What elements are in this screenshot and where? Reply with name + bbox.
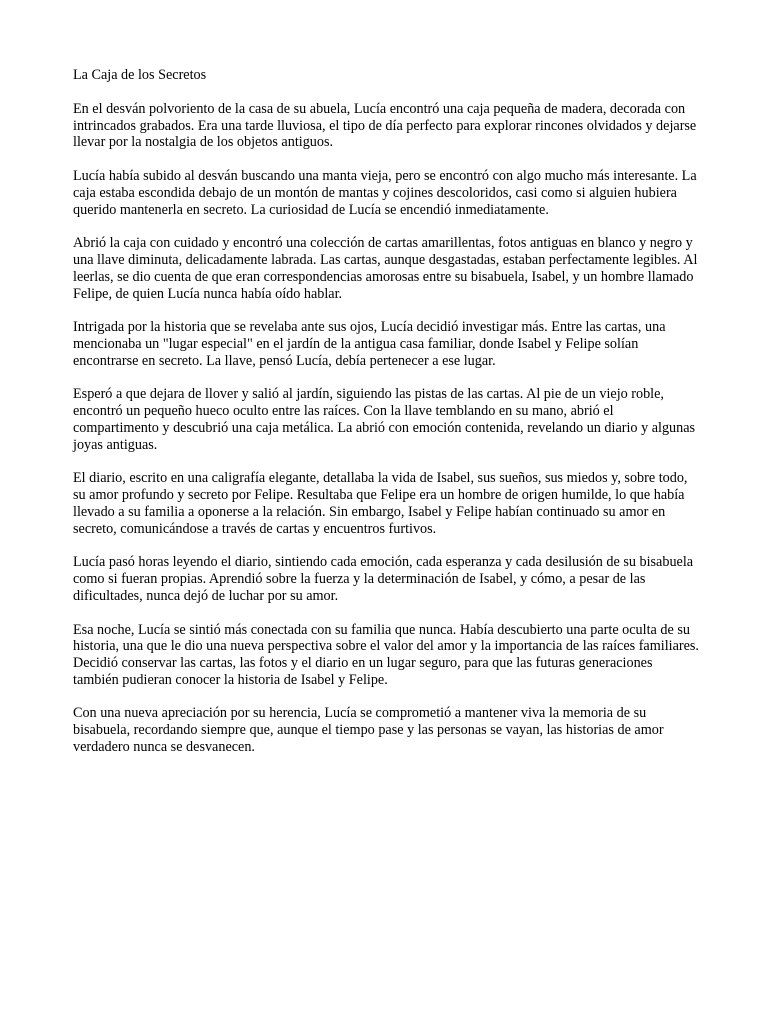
document-page bbox=[73, 67, 701, 773]
paragraph-2: Lucía había subido al desván buscando una manta vieja, pero se encontró con algo mucho más interesante. La caja estaba escondida debajo de un montón de mantas y cojines descoloridos, casi como si alguien hubiera querido mantenerla en secreto. La curiosidad de Lucía se encendió inmediatamente. bbox=[73, 167, 697, 218]
paragraph-4: Intrigada por la historia que se revelaba ante sus ojos, Lucía decidió investigar más. Entre las cartas, una mencionaba un "lugar especial" en el jardín de la antigua casa familiar, donde Isabel y Felipe solían encontrarse en secreto. La llave, pensó Lucía, debía pertenecer a ese lugar. bbox=[73, 319, 666, 369]
paragraph-5: Esperó a que dejara de llover y salió al jardín, siguiendo las pistas de las cartas. Al pie de un viejo roble, encontró un pequeño hueco oculto entre las raíces. Con la llave temblando en su mano, abrió el compartimento y descubrió una caja metálica. La abrió con emoción contenida, revelando un diario y algunas joyas antiguas. bbox=[73, 386, 696, 453]
paragraph-8: Esa noche, Lucía se sintió más conectada con su familia que nunca. Había descubierto una parte oculta de su historia, una que le dio una nueva perspectiva sobre el valor del amor y la importancia de las raíces familiares. Decidió conservar las cartas, las fotos y el diario en un lugar seguro, para que las futuras generaciones también pudieran conocer la historia de Isabel y Felipe. bbox=[73, 621, 699, 688]
paragraph-1: En el desván polvoriento de la casa de su abuela, Lucía encontró una caja pequeña de madera, decorada con intrincados grabados. Era una tarde lluviosa, el tipo de día perfecto para explorar rincones olvidados y dejarse llevar por la nostalgia de los objetos antiguos. bbox=[73, 100, 697, 151]
paragraph-6: El diario, escrito en una caligrafía elegante, detallaba la vida de Isabel, sus sueños, sus miedos y, sobre todo, su amor profundo y secreto por Felipe. Resultaba que Felipe era un hombre de origen humilde, lo que había llevado a su familia a oponerse a la relación. Sin embargo, Isabel y Felipe habían continuado su amor en secreto, comunicándose a través de cartas y encuentros furtivos. bbox=[73, 470, 688, 537]
paragraph-7: Lucía pasó horas leyendo el diario, sintiendo cada emoción, cada esperanza y cada desilusión de su bisabuela como si fueran propias. Aprendió sobre la fuerza y la determinación de Isabel, y cómo, a pesar de las dificultades, nunca dejó de luchar por su amor. bbox=[73, 554, 694, 604]
paragraph-3: Abrió la caja con cuidado y encontró una colección de cartas amarillentas, fotos antiguas en blanco y negro y una llave diminuta, delicadamente labrada. Las cartas, aunque desgastadas, estaban perfectamente legibles. Al leerlas, se dio cuenta de que eran correspondencias amorosas entre su bisabuela, Isabel, y un hombre llamado Felipe, de quien Lucía nunca había oído hablar. bbox=[73, 235, 698, 302]
document-title: La Caja de los Secretos bbox=[73, 67, 207, 83]
paragraph-9: Con una nueva apreciación por su herencia, Lucía se comprometió a mantener viva la memoria de su bisabuela, recordando siempre que, aunque el tiempo pase y las personas se vayan, las historias de amor verdadero nunca se desvanecen. bbox=[73, 705, 664, 756]
